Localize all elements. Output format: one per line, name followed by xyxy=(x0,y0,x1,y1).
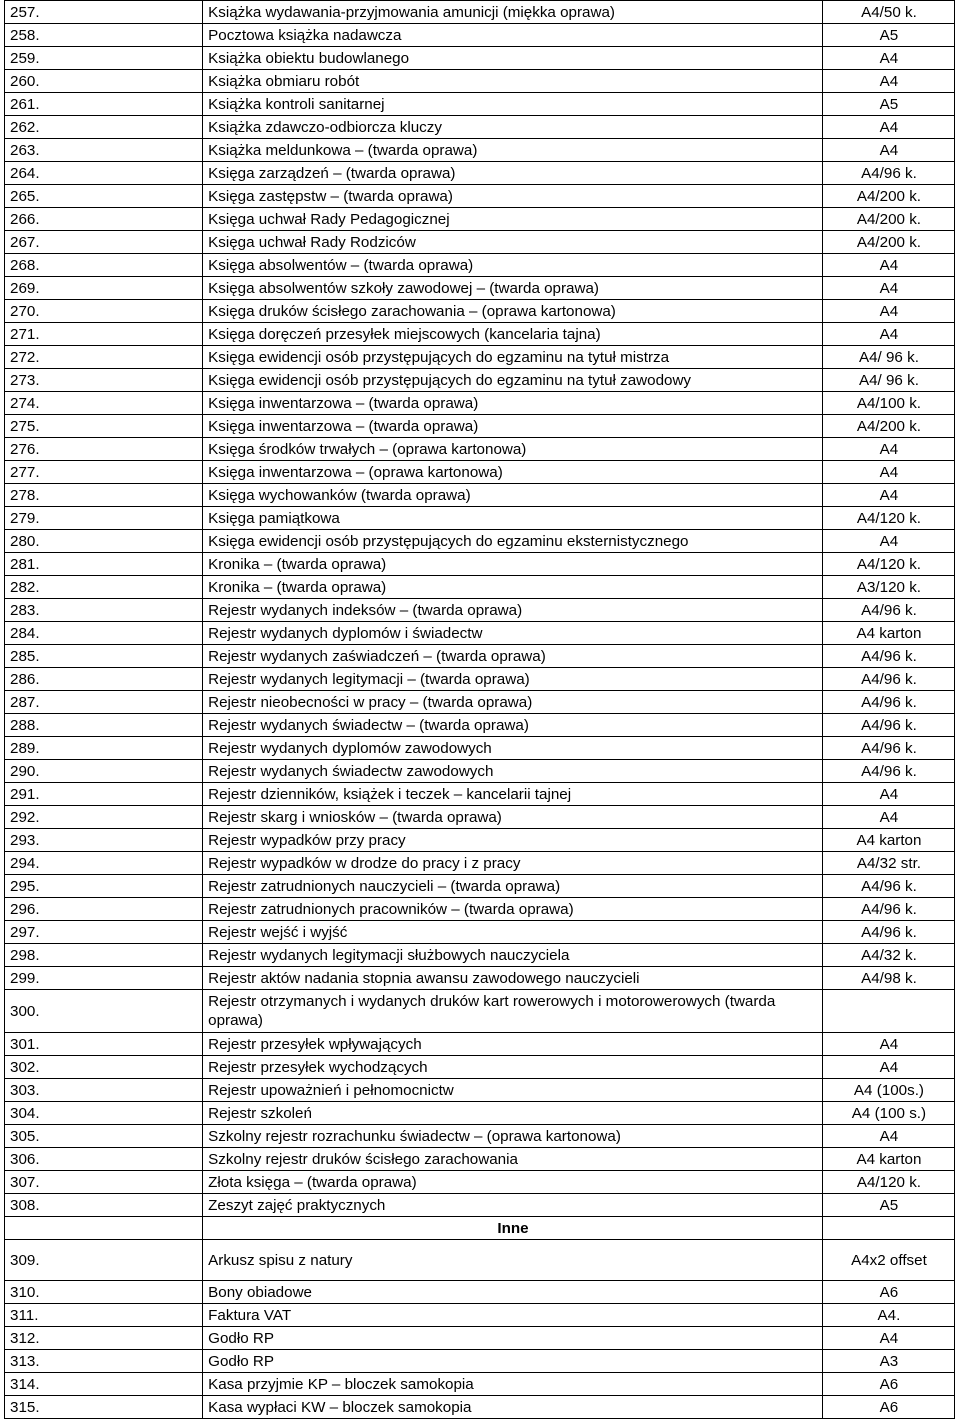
item-name: Książka kontroli sanitarnej xyxy=(203,93,823,116)
table-row xyxy=(5,323,955,346)
table-row xyxy=(5,1171,955,1194)
table-row xyxy=(5,576,955,599)
table-row xyxy=(5,1,955,24)
item-name: Rejestr wydanych świadectw – (twarda oprawa) xyxy=(203,714,823,737)
item-format: A4 xyxy=(822,484,954,507)
table-row xyxy=(5,116,955,139)
table-row xyxy=(5,760,955,783)
item-format: A4. xyxy=(822,1304,954,1327)
item-number: 268. xyxy=(5,254,203,277)
item-name: Księga ewidencji osób przystępujących do egzaminu na tytuł mistrza xyxy=(203,346,823,369)
item-format: A4 xyxy=(822,47,954,70)
table-row xyxy=(5,1240,955,1281)
item-name: Książka obiektu budowlanego xyxy=(203,47,823,70)
table-row xyxy=(5,622,955,645)
table-row xyxy=(5,1304,955,1327)
item-number: 261. xyxy=(5,93,203,116)
table-row xyxy=(5,990,955,1033)
table-row xyxy=(5,645,955,668)
item-format: A4/200 k. xyxy=(822,208,954,231)
item-number: 263. xyxy=(5,139,203,162)
section-blank-cell xyxy=(5,1217,203,1240)
item-name: Księga pamiątkowa xyxy=(203,507,823,530)
item-name: Księga inwentarzowa – (twarda oprawa) xyxy=(203,415,823,438)
item-number: 257. xyxy=(5,1,203,24)
item-format: A4/98 k. xyxy=(822,967,954,990)
item-name: Książka zdawczo-odbiorcza kluczy xyxy=(203,116,823,139)
item-name: Arkusz spisu z natury xyxy=(203,1240,823,1281)
item-format: A4 xyxy=(822,461,954,484)
item-format: A4 xyxy=(822,783,954,806)
item-number: 283. xyxy=(5,599,203,622)
table-row xyxy=(5,277,955,300)
item-name: Bony obiadowe xyxy=(203,1281,823,1304)
item-format xyxy=(822,990,954,1033)
item-name: Księga absolwentów – (twarda oprawa) xyxy=(203,254,823,277)
table-row xyxy=(5,714,955,737)
table-row xyxy=(5,1125,955,1148)
item-format: A4/120 k. xyxy=(822,1171,954,1194)
item-format: A4/96 k. xyxy=(822,162,954,185)
item-format: A4/ 96 k. xyxy=(822,346,954,369)
item-number: 277. xyxy=(5,461,203,484)
item-name: Zeszyt zajęć praktycznych xyxy=(203,1194,823,1217)
item-format: A4/100 k. xyxy=(822,392,954,415)
item-number: 313. xyxy=(5,1350,203,1373)
item-number: 310. xyxy=(5,1281,203,1304)
item-name: Książka wydawania-przyjmowania amunicji (miękka oprawa) xyxy=(203,1,823,24)
item-format: A4/50 k. xyxy=(822,1,954,24)
item-name: Rejestr przesyłek wychodzących xyxy=(203,1056,823,1079)
item-format: A4 xyxy=(822,139,954,162)
table-row xyxy=(5,1102,955,1125)
table-row xyxy=(5,1396,955,1419)
item-number: 303. xyxy=(5,1079,203,1102)
item-format: A4 xyxy=(822,806,954,829)
item-number: 295. xyxy=(5,875,203,898)
item-format: A3 xyxy=(822,1350,954,1373)
item-number: 291. xyxy=(5,783,203,806)
item-number: 314. xyxy=(5,1373,203,1396)
item-number: 282. xyxy=(5,576,203,599)
item-number: 306. xyxy=(5,1148,203,1171)
table-row xyxy=(5,70,955,93)
item-number: 299. xyxy=(5,967,203,990)
table-row xyxy=(5,921,955,944)
table-row xyxy=(5,461,955,484)
item-number: 311. xyxy=(5,1304,203,1327)
item-number: 281. xyxy=(5,553,203,576)
item-name: Księga uchwał Rady Pedagogicznej xyxy=(203,208,823,231)
table-row xyxy=(5,139,955,162)
item-format: A5 xyxy=(822,1194,954,1217)
table-row xyxy=(5,691,955,714)
item-name: Godło RP xyxy=(203,1350,823,1373)
item-name: Księga doręczeń przesyłek miejscowych (kancelaria tajna) xyxy=(203,323,823,346)
item-number: 286. xyxy=(5,668,203,691)
item-format: A5 xyxy=(822,93,954,116)
table-row xyxy=(5,185,955,208)
item-name: Rejestr wydanych dyplomów zawodowych xyxy=(203,737,823,760)
item-format: A6 xyxy=(822,1373,954,1396)
item-number: 258. xyxy=(5,24,203,47)
item-number: 284. xyxy=(5,622,203,645)
item-name: Rejestr wydanych zaświadczeń – (twarda oprawa) xyxy=(203,645,823,668)
item-number: 294. xyxy=(5,852,203,875)
table-row xyxy=(5,944,955,967)
item-name: Księga inwentarzowa – (twarda oprawa) xyxy=(203,392,823,415)
table-row xyxy=(5,852,955,875)
item-number: 269. xyxy=(5,277,203,300)
item-name: Rejestr wydanych dyplomów i świadectw xyxy=(203,622,823,645)
item-format: A4/200 k. xyxy=(822,415,954,438)
item-name: Złota księga – (twarda oprawa) xyxy=(203,1171,823,1194)
item-name: Rejestr wejść i wyjść xyxy=(203,921,823,944)
item-name: Rejestr wydanych legitymacji służbowych nauczyciela xyxy=(203,944,823,967)
item-format: A6 xyxy=(822,1281,954,1304)
table-row xyxy=(5,1327,955,1350)
item-number: 262. xyxy=(5,116,203,139)
item-name: Rejestr wypadków w drodze do pracy i z pracy xyxy=(203,852,823,875)
item-number: 273. xyxy=(5,369,203,392)
item-name: Szkolny rejestr druków ścisłego zarachowania xyxy=(203,1148,823,1171)
table-row xyxy=(5,737,955,760)
item-name: Rejestr otrzymanych i wydanych druków kart rowerowych i motorowerowych (twarda oprawa) xyxy=(203,990,823,1033)
item-number: 280. xyxy=(5,530,203,553)
item-name: Kasa przyjmie KP – bloczek samokopia xyxy=(203,1373,823,1396)
table-row xyxy=(5,93,955,116)
item-format: A4 karton xyxy=(822,622,954,645)
item-format: A4/200 k. xyxy=(822,231,954,254)
item-name: Rejestr przesyłek wpływających xyxy=(203,1033,823,1056)
item-name: Rejestr skarg i wniosków – (twarda oprawa) xyxy=(203,806,823,829)
table-row xyxy=(5,1281,955,1304)
section-row xyxy=(5,1217,955,1240)
table-row xyxy=(5,392,955,415)
item-number: 300. xyxy=(5,990,203,1033)
item-name: Księga ewidencji osób przystępujących do egzaminu na tytuł zawodowy xyxy=(203,369,823,392)
table-row xyxy=(5,369,955,392)
table-row xyxy=(5,806,955,829)
item-number: 305. xyxy=(5,1125,203,1148)
item-number: 290. xyxy=(5,760,203,783)
table-row xyxy=(5,484,955,507)
item-name: Rejestr wydanych legitymacji – (twarda oprawa) xyxy=(203,668,823,691)
item-format: A4 xyxy=(822,254,954,277)
table-row xyxy=(5,1194,955,1217)
item-name: Rejestr wydanych indeksów – (twarda oprawa) xyxy=(203,599,823,622)
item-format: A4 xyxy=(822,530,954,553)
item-number: 274. xyxy=(5,392,203,415)
table-row xyxy=(5,1148,955,1171)
item-number: 297. xyxy=(5,921,203,944)
table-row xyxy=(5,1373,955,1396)
table-row xyxy=(5,507,955,530)
section-header-body xyxy=(5,1217,955,1240)
item-number: 289. xyxy=(5,737,203,760)
item-name: Kasa wypłaci KW – bloczek samokopia xyxy=(203,1396,823,1419)
item-name: Godło RP xyxy=(203,1327,823,1350)
item-number: 312. xyxy=(5,1327,203,1350)
item-number: 293. xyxy=(5,829,203,852)
item-format: A4 (100s.) xyxy=(822,1079,954,1102)
item-format: A6 xyxy=(822,1396,954,1419)
item-number: 266. xyxy=(5,208,203,231)
table-row xyxy=(5,24,955,47)
item-number: 292. xyxy=(5,806,203,829)
item-number: 276. xyxy=(5,438,203,461)
item-format: A4/96 k. xyxy=(822,875,954,898)
item-format: A4 xyxy=(822,116,954,139)
item-format: A4 xyxy=(822,1125,954,1148)
table-row xyxy=(5,898,955,921)
item-name: Księga ewidencji osób przystępujących do egzaminu eksternistycznego xyxy=(203,530,823,553)
item-number: 275. xyxy=(5,415,203,438)
table-row xyxy=(5,1350,955,1373)
item-name: Szkolny rejestr rozrachunku świadectw – (oprawa kartonowa) xyxy=(203,1125,823,1148)
item-format: A4 xyxy=(822,323,954,346)
item-number: 309. xyxy=(5,1240,203,1281)
item-format: A3/120 k. xyxy=(822,576,954,599)
item-name: Faktura VAT xyxy=(203,1304,823,1327)
item-name: Rejestr aktów nadania stopnia awansu zawodowego nauczycieli xyxy=(203,967,823,990)
item-format: A4/96 k. xyxy=(822,760,954,783)
table-body xyxy=(5,1,955,1217)
item-format: A4/32 str. xyxy=(822,852,954,875)
item-name: Księga druków ścisłego zarachowania – (oprawa kartonowa) xyxy=(203,300,823,323)
table-row xyxy=(5,530,955,553)
item-name: Księga uchwał Rady Rodziców xyxy=(203,231,823,254)
table-row xyxy=(5,231,955,254)
item-number: 307. xyxy=(5,1171,203,1194)
item-format: A4/96 k. xyxy=(822,921,954,944)
item-name: Książka obmiaru robót xyxy=(203,70,823,93)
item-format: A4 (100 s.) xyxy=(822,1102,954,1125)
item-number: 279. xyxy=(5,507,203,530)
item-number: 304. xyxy=(5,1102,203,1125)
table-row xyxy=(5,599,955,622)
item-format: A4 xyxy=(822,1033,954,1056)
item-name: Księga zarządzeń – (twarda oprawa) xyxy=(203,162,823,185)
item-name: Rejestr wypadków przy pracy xyxy=(203,829,823,852)
forms-catalog-table xyxy=(4,0,955,1419)
item-format: A4 karton xyxy=(822,1148,954,1171)
item-format: A4 xyxy=(822,70,954,93)
item-name: Księga zastępstw – (twarda oprawa) xyxy=(203,185,823,208)
table-row xyxy=(5,208,955,231)
item-name: Księga inwentarzowa – (oprawa kartonowa) xyxy=(203,461,823,484)
item-number: 265. xyxy=(5,185,203,208)
item-format: A4/120 k. xyxy=(822,507,954,530)
table-row xyxy=(5,438,955,461)
item-format: A4/ 96 k. xyxy=(822,369,954,392)
item-number: 315. xyxy=(5,1396,203,1419)
item-format: A4/96 k. xyxy=(822,898,954,921)
table-row xyxy=(5,829,955,852)
item-number: 267. xyxy=(5,231,203,254)
item-format: A5 xyxy=(822,24,954,47)
item-format: A4/120 k. xyxy=(822,553,954,576)
item-name: Rejestr nieobecności w pracy – (twarda oprawa) xyxy=(203,691,823,714)
item-name: Księga absolwentów szkoły zawodowej – (twarda oprawa) xyxy=(203,277,823,300)
item-format: A4 xyxy=(822,1056,954,1079)
item-format: A4/96 k. xyxy=(822,737,954,760)
item-number: 272. xyxy=(5,346,203,369)
item-format: A4 xyxy=(822,438,954,461)
item-name: Kronika – (twarda oprawa) xyxy=(203,553,823,576)
item-name: Rejestr zatrudnionych pracowników – (twarda oprawa) xyxy=(203,898,823,921)
item-number: 278. xyxy=(5,484,203,507)
item-format: A4/96 k. xyxy=(822,645,954,668)
item-name: Książka meldunkowa – (twarda oprawa) xyxy=(203,139,823,162)
item-format: A4/96 k. xyxy=(822,691,954,714)
table-row xyxy=(5,1056,955,1079)
item-number: 270. xyxy=(5,300,203,323)
item-name: Kronika – (twarda oprawa) xyxy=(203,576,823,599)
item-name: Rejestr wydanych świadectw zawodowych xyxy=(203,760,823,783)
item-name: Rejestr upoważnień i pełnomocnictw xyxy=(203,1079,823,1102)
item-number: 296. xyxy=(5,898,203,921)
item-number: 301. xyxy=(5,1033,203,1056)
table-row xyxy=(5,47,955,70)
item-number: 271. xyxy=(5,323,203,346)
table-row xyxy=(5,346,955,369)
item-name: Rejestr szkoleń xyxy=(203,1102,823,1125)
table-row xyxy=(5,783,955,806)
item-format: A4/200 k. xyxy=(822,185,954,208)
item-format: A4 xyxy=(822,300,954,323)
table-row xyxy=(5,875,955,898)
item-format: A4 xyxy=(822,277,954,300)
table-row xyxy=(5,1079,955,1102)
item-name: Pocztowa książka nadawcza xyxy=(203,24,823,47)
item-number: 298. xyxy=(5,944,203,967)
item-format: A4/96 k. xyxy=(822,714,954,737)
table-row xyxy=(5,254,955,277)
item-format: A4 karton xyxy=(822,829,954,852)
table-row xyxy=(5,162,955,185)
item-format: A4/32 k. xyxy=(822,944,954,967)
section-title: Inne xyxy=(203,1217,823,1240)
item-number: 285. xyxy=(5,645,203,668)
item-number: 259. xyxy=(5,47,203,70)
item-number: 308. xyxy=(5,1194,203,1217)
table-row xyxy=(5,668,955,691)
table-row xyxy=(5,1033,955,1056)
table-row xyxy=(5,553,955,576)
item-number: 288. xyxy=(5,714,203,737)
section-blank-cell xyxy=(822,1217,954,1240)
item-name: Rejestr zatrudnionych nauczycieli – (twarda oprawa) xyxy=(203,875,823,898)
table-row xyxy=(5,415,955,438)
item-format: A4 xyxy=(822,1327,954,1350)
item-number: 302. xyxy=(5,1056,203,1079)
item-format: A4/96 k. xyxy=(822,668,954,691)
item-number: 264. xyxy=(5,162,203,185)
item-format: A4x2 offset xyxy=(822,1240,954,1281)
item-number: 260. xyxy=(5,70,203,93)
item-format: A4/96 k. xyxy=(822,599,954,622)
item-number: 287. xyxy=(5,691,203,714)
item-name: Księga wychowanków (twarda oprawa) xyxy=(203,484,823,507)
table-row xyxy=(5,967,955,990)
table-body-others xyxy=(5,1240,955,1419)
item-name: Księga środków trwałych – (oprawa kartonowa) xyxy=(203,438,823,461)
table-row xyxy=(5,300,955,323)
item-name: Rejestr dzienników, książek i teczek – kancelarii tajnej xyxy=(203,783,823,806)
